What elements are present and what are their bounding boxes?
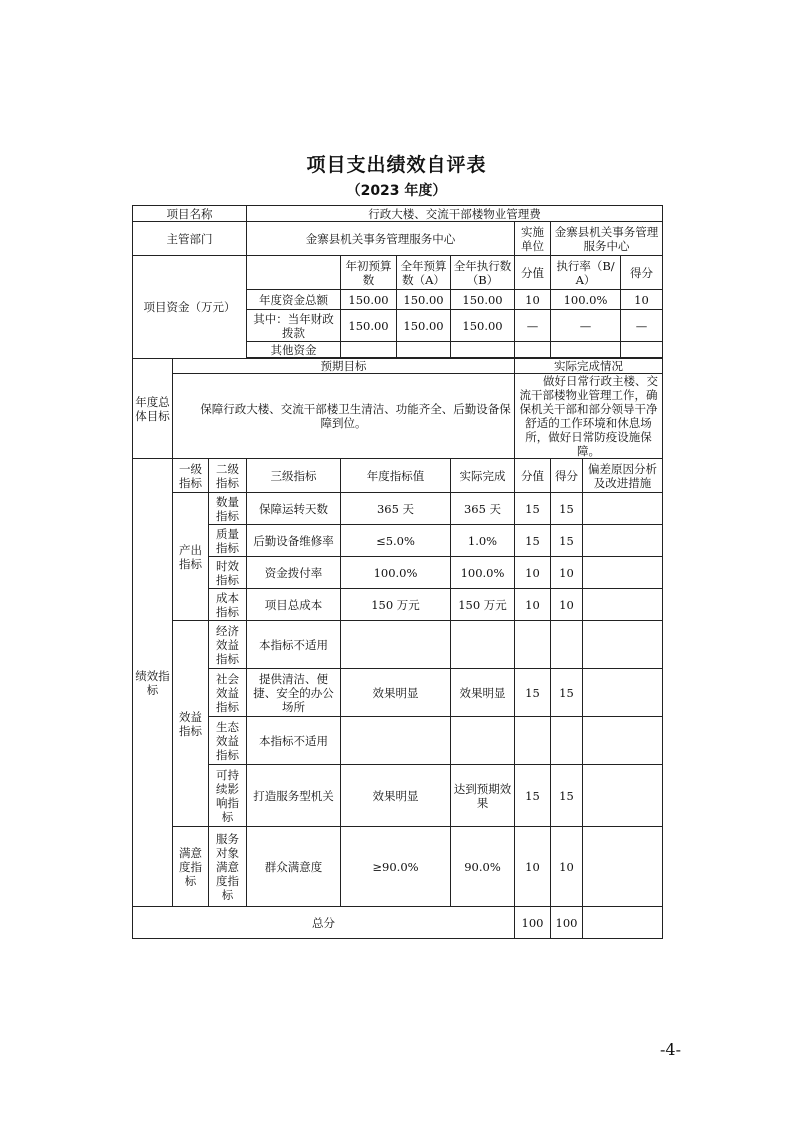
- indicator-header-l2: 二级指标: [209, 459, 247, 493]
- indicator-l3: 群众满意度: [247, 827, 341, 907]
- indicator-target: [341, 717, 451, 765]
- project-name-label: 项目名称: [133, 206, 247, 222]
- funds-cell: —: [621, 310, 663, 342]
- page-number: -4-: [660, 1040, 681, 1059]
- indicator-actual: 150 万元: [451, 589, 515, 621]
- goals-actual-header: 实际完成情况: [515, 359, 663, 374]
- indicator-actual: 效果明显: [451, 669, 515, 717]
- funds-header-blank: [247, 256, 341, 290]
- unit-label: 实施单位: [515, 222, 551, 256]
- indicator-score: [551, 621, 583, 669]
- indicator-target: 效果明显: [341, 669, 451, 717]
- funds-cell: [621, 342, 663, 358]
- indicator-l3: 提供清洁、便捷、安全的办公场所: [247, 669, 341, 717]
- page-subtitle: （2023 年度）: [346, 183, 447, 199]
- goals-expected-header: 预期目标: [173, 359, 515, 374]
- funds-cell: —: [551, 310, 621, 342]
- funds-header-score-value: 分值: [515, 256, 551, 290]
- project-name-value: 行政大楼、交流干部楼物业管理费: [247, 206, 663, 222]
- funds-row-label: 其中：当年财政拨款: [247, 310, 341, 342]
- goals-actual-text: 做好日常行政主楼、交流干部楼物业管理工作，确保机关干部和部分领导干净舒适的工作环境和休息场所，做好日常防疫设施保障。: [515, 374, 663, 459]
- total-note: [583, 907, 663, 939]
- funds-cell: 10: [621, 290, 663, 310]
- goals-expected-text: 保障行政大楼、交流干部楼卫生清洁、功能齐全、后勤设备保障到位。: [173, 374, 515, 459]
- indicator-score: 10: [551, 589, 583, 621]
- indicator-score-value: 10: [515, 827, 551, 907]
- funds-cell: [451, 342, 515, 358]
- funds-cell: 150.00: [341, 310, 397, 342]
- indicator-l3: 本指标不适用: [247, 717, 341, 765]
- funds-cell: [551, 342, 621, 358]
- goals-label: 年度总体目标: [133, 359, 173, 459]
- indicator-score-value: 15: [515, 765, 551, 827]
- indicator-score: 15: [551, 765, 583, 827]
- funds-label: 项目资金（万元）: [133, 256, 247, 359]
- indicator-header-l3: 三级指标: [247, 459, 341, 493]
- indicator-note: [583, 493, 663, 525]
- indicator-score: 15: [551, 493, 583, 525]
- dept-value: 金寨县机关事务管理服务中心: [247, 222, 515, 256]
- indicator-l2: 社会效益指标: [209, 669, 247, 717]
- funds-header-exec-b: 全年执行数（B）: [451, 256, 515, 290]
- funds-cell: 150.00: [341, 290, 397, 310]
- indicator-l2: 数量指标: [209, 493, 247, 525]
- indicator-target: 365 天: [341, 493, 451, 525]
- indicator-score: [551, 717, 583, 765]
- indicator-target: [341, 621, 451, 669]
- indicator-note: [583, 669, 663, 717]
- indicator-l3: 后勤设备维修率: [247, 525, 341, 557]
- indicator-note: [583, 525, 663, 557]
- level1-benefit: 效益指标: [173, 621, 209, 827]
- indicator-header-actual: 实际完成: [451, 459, 515, 493]
- indicator-l2: 时效指标: [209, 557, 247, 589]
- indicator-score-value: [515, 621, 551, 669]
- level1-output: 产出指标: [173, 493, 209, 621]
- funds-row-label: 年度资金总额: [247, 290, 341, 310]
- indicator-note: [583, 589, 663, 621]
- funds-cell: 10: [515, 290, 551, 310]
- unit-value: 金寨县机关事务管理服务中心: [551, 222, 663, 256]
- page-title: 项目支出绩效自评表: [306, 154, 487, 176]
- indicator-note: [583, 557, 663, 589]
- indicator-actual: [451, 717, 515, 765]
- indicator-actual: 100.0%: [451, 557, 515, 589]
- funds-header-budget-a: 全年预算数（A）: [397, 256, 451, 290]
- indicator-l2: 经济效益指标: [209, 621, 247, 669]
- indicator-target: 100.0%: [341, 557, 451, 589]
- indicator-target: ≥90.0%: [341, 827, 451, 907]
- funds-row-label: 其他资金: [247, 342, 341, 358]
- indicator-target: 150 万元: [341, 589, 451, 621]
- funds-cell: —: [515, 310, 551, 342]
- self-evaluation-table: [132, 205, 663, 939]
- indicator-l2: 服务对象满意度指标: [209, 827, 247, 907]
- funds-cell: [341, 342, 397, 358]
- total-label: 总分: [133, 907, 515, 939]
- indicator-l2: 质量指标: [209, 525, 247, 557]
- funds-header-exec-rate: 执行率（B/A）: [551, 256, 621, 290]
- indicator-l3: 保障运转天数: [247, 493, 341, 525]
- indicator-header-l1: 一级指标: [173, 459, 209, 493]
- indicator-target: ≤5.0%: [341, 525, 451, 557]
- indicator-score: 10: [551, 557, 583, 589]
- funds-header-initial: 年初预算数: [341, 256, 397, 290]
- indicator-score: 10: [551, 827, 583, 907]
- funds-cell: 150.00: [451, 290, 515, 310]
- level1-satisfaction: 满意度指标: [173, 827, 209, 907]
- funds-cell: 100.0%: [551, 290, 621, 310]
- indicator-l3: 资金拨付率: [247, 557, 341, 589]
- indicator-score-value: 15: [515, 525, 551, 557]
- funds-header-score: 得分: [621, 256, 663, 290]
- indicator-score: 15: [551, 669, 583, 717]
- indicator-actual: 90.0%: [451, 827, 515, 907]
- funds-cell: [397, 342, 451, 358]
- indicator-l3: 项目总成本: [247, 589, 341, 621]
- total-score: 100: [551, 907, 583, 939]
- indicator-actual: [451, 621, 515, 669]
- indicator-l2: 成本指标: [209, 589, 247, 621]
- indicator-score-value: 15: [515, 493, 551, 525]
- indicator-score-value: [515, 717, 551, 765]
- indicator-l2: 可持续影响指标: [209, 765, 247, 827]
- indicator-target: 效果明显: [341, 765, 451, 827]
- indicators-section-label: 绩效指标: [133, 459, 173, 907]
- funds-cell: 150.00: [397, 310, 451, 342]
- indicator-score-value: 10: [515, 557, 551, 589]
- indicator-note: [583, 621, 663, 669]
- indicator-note: [583, 765, 663, 827]
- indicator-note: [583, 827, 663, 907]
- indicator-header-note: 偏差原因分析及改进措施: [583, 459, 663, 493]
- indicator-l3: 打造服务型机关: [247, 765, 341, 827]
- indicator-actual: 365 天: [451, 493, 515, 525]
- indicator-score-value: 10: [515, 589, 551, 621]
- indicator-header-score: 得分: [551, 459, 583, 493]
- indicator-actual: 达到预期效果: [451, 765, 515, 827]
- indicator-score-value: 15: [515, 669, 551, 717]
- indicator-actual: 1.0%: [451, 525, 515, 557]
- funds-cell: 150.00: [451, 310, 515, 342]
- indicator-score: 15: [551, 525, 583, 557]
- indicator-l2: 生态效益指标: [209, 717, 247, 765]
- indicator-header-target: 年度指标值: [341, 459, 451, 493]
- total-score-value: 100: [515, 907, 551, 939]
- indicator-header-score-value: 分值: [515, 459, 551, 493]
- dept-label: 主管部门: [133, 222, 247, 256]
- funds-cell: 150.00: [397, 290, 451, 310]
- funds-cell: [515, 342, 551, 358]
- indicator-note: [583, 717, 663, 765]
- indicator-l3: 本指标不适用: [247, 621, 341, 669]
